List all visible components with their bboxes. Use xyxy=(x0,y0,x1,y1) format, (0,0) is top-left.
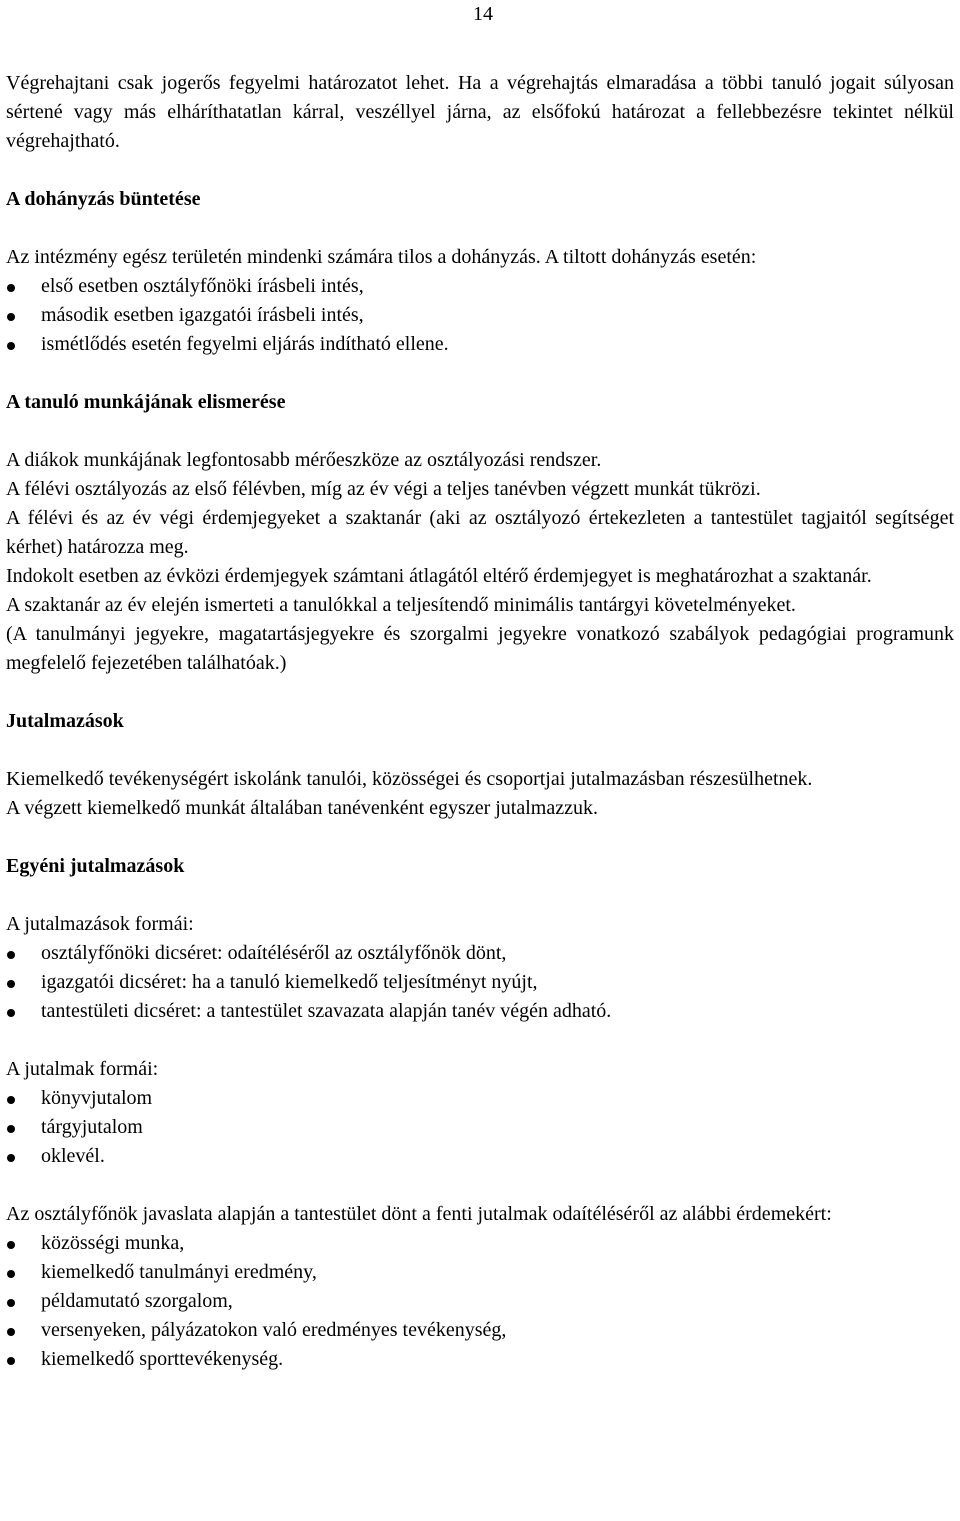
list-item: igazgatói dicséret: ha a tanuló kiemelkedő teljesítményt nyújt, xyxy=(6,968,954,997)
smoking-penalty-list xyxy=(6,272,954,359)
section-heading-recognition: A tanuló munkájának elismerése xyxy=(6,391,286,413)
smoking-paragraph: Az intézmény egész területén mindenki számára tilos a dohányzás. A tiltott dohányzás esetén: xyxy=(6,246,757,268)
list-item: első esetben osztályfőnöki írásbeli intés, xyxy=(6,272,954,301)
list-item: tárgyjutalom xyxy=(6,1113,954,1142)
list-item: kiemelkedő sporttevékenység. xyxy=(6,1345,954,1374)
recognition-paragraph: (A tanulmányi jegyekre, magatartásjegyekre és szorgalmi jegyekre vonatkozó szabályok pedagógiai programunk megfelelő fejezetében találhatóak.) xyxy=(6,623,954,674)
rewards-paragraph: A végzett kiemelkedő munkát általában tanévenként egyszer jutalmazzuk. xyxy=(6,797,598,819)
rewards-paragraph: Kiemelkedő tevékenységért iskolánk tanulói, közösségei és csoportjai jutalmazásban részesülhetnek. xyxy=(6,768,813,790)
section-heading-smoking: A dohányzás büntetése xyxy=(6,188,201,210)
criteria-list xyxy=(6,1229,954,1374)
list-item: versenyeken, pályázatokon való eredményes tevékenység, xyxy=(6,1316,954,1345)
list-item: közösségi munka, xyxy=(6,1229,954,1258)
section-heading-individual-rewards: Egyéni jutalmazások xyxy=(6,855,185,877)
recognition-paragraph: A diákok munkájának legfontosabb mérőeszköze az osztályozási rendszer. xyxy=(6,449,602,471)
prize-forms-intro: A jutalmak formái: xyxy=(6,1058,159,1080)
list-item: második esetben igazgatói írásbeli intés, xyxy=(6,301,954,330)
list-item: kiemelkedő tanulmányi eredmény, xyxy=(6,1258,954,1287)
list-item: tantestületi dicséret: a tantestület szavazata alapján tanév végén adható. xyxy=(6,997,954,1026)
list-item: oklevél. xyxy=(6,1142,954,1171)
list-item: példamutató szorgalom, xyxy=(6,1287,954,1316)
section-heading-rewards: Jutalmazások xyxy=(6,710,124,732)
list-item: osztályfőnöki dicséret: odaítéléséről az osztályfőnök dönt, xyxy=(6,939,954,968)
list-item: ismétlődés esetén fegyelmi eljárás indítható ellene. xyxy=(6,330,954,359)
page-number: 14 xyxy=(473,3,493,25)
reward-forms-list xyxy=(6,939,954,1026)
prize-forms-list xyxy=(6,1084,954,1171)
recognition-paragraph: A szaktanár az év elején ismerteti a tanulókkal a teljesítendő minimális tantárgyi követelményeket. xyxy=(6,594,796,616)
intro-paragraph: Végrehajtani csak jogerős fegyelmi határozatot lehet. Ha a végrehajtás elmaradása a többi tanuló jogait súlyosan sértené vagy más elháríthatatlan kárral, veszéllyel járna, az elsőfokú határozat a fellebbezésre tekintet nélkül végrehajtható. xyxy=(6,72,954,152)
list-item: könyvjutalom xyxy=(6,1084,954,1113)
recognition-paragraph: A félévi és az év végi érdemjegyeket a szaktanár (aki az osztályozó értekezleten a tantestület tagjaitól segítséget kérhet) határozza meg. xyxy=(6,507,954,558)
recognition-paragraph: A félévi osztályozás az első félévben, míg az év végi a teljes tanévben végzett munkát tükrözi. xyxy=(6,478,761,500)
document-body xyxy=(6,69,954,1374)
reward-forms-intro: A jutalmazások formái: xyxy=(6,913,194,935)
criteria-intro: Az osztályfőnök javaslata alapján a tantestület dönt a fenti jutalmak odaítéléséről az alábbi érdemekért: xyxy=(6,1203,832,1225)
recognition-paragraph: Indokolt esetben az évközi érdemjegyek számtani átlagától eltérő érdemjegyet is meghatározhat a szaktanár. xyxy=(6,565,872,587)
